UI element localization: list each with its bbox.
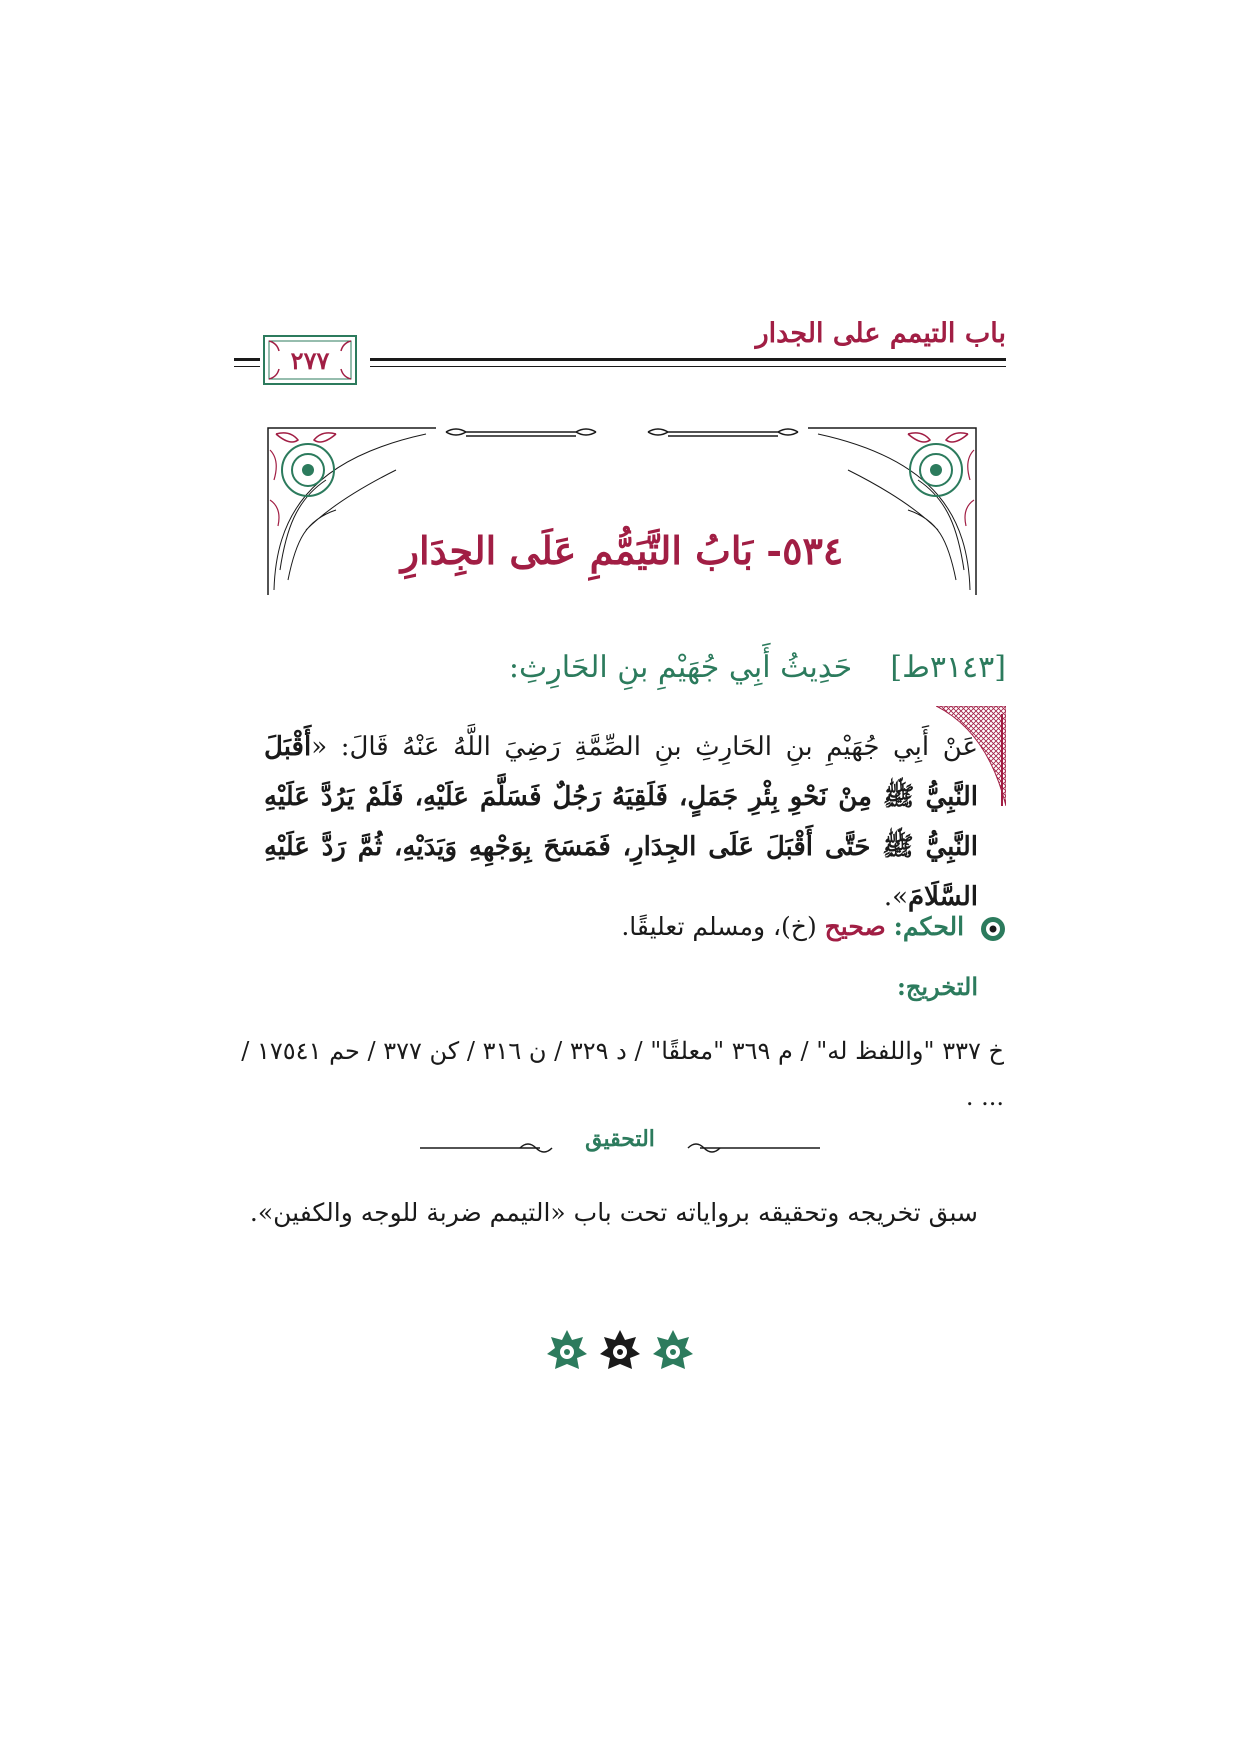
ruling-detail: (خ)، ومسلم تعليقًا.: [621, 912, 817, 941]
header-rule-left-thin: [234, 366, 260, 367]
takhrij-label: التخريج:: [897, 972, 978, 1001]
hadith-heading-text: حَدِيثُ أَبِي جُهَيْمِ بنِ الحَارِثِ:: [508, 650, 853, 685]
ruling-line: [234, 912, 1006, 942]
end-ornament: [545, 1328, 695, 1372]
tahqiq-text: سبق تخريجه وتحقيقه برواياته تحت باب «التيمم ضربة للوجه والكفين».: [249, 1198, 978, 1227]
header-rule: [370, 358, 1006, 361]
ruling-label: الحكم:: [893, 912, 965, 941]
rosette-icon: [980, 916, 1006, 942]
running-header-title: باب التيمم على الجدار: [755, 318, 1006, 349]
ruling-grade: صحيح: [824, 912, 886, 941]
header-rule-thin: [370, 366, 1006, 367]
tahqiq-label: التحقيق: [585, 1126, 655, 1152]
page-number-frame: [263, 335, 357, 385]
hadith-outro: ».: [883, 882, 909, 912]
page-number: ٢٧٧: [290, 345, 330, 375]
hadith-heading: [234, 650, 1006, 685]
rosette-icon-right: [653, 1330, 693, 1369]
hadith-matn: أَقْبَلَ النَّبِيُّ ﷺ مِنْ نَحْوِ بِئْرِ جَمَلٍ، فَلَقِيَهُ رَجُلٌ فَسَلَّمَ عَلَيْهِ، فَلَمْ يَرُدَّ عَلَيْهِ النَّبِيُّ ﷺ حَتَّى أَقْبَلَ عَلَى الجِدَارِ، فَمَسَحَ بِوَجْهِهِ وَيَدَيْهِ، ثُمَّ رَدَّ عَلَيْهِ السَّلَامَ: [264, 732, 978, 912]
header-rule-left: [234, 358, 260, 361]
hadith-intro: عَنْ أَبِي جُهَيْمِ بنِ الحَارِثِ بنِ الصِّمَّةِ رَضِيَ اللَّهُ عَنْهُ قَالَ: «: [311, 732, 978, 762]
hadith-text: [264, 722, 978, 922]
chapter-title: ٥٣٤- بَابُ التَّيَمُّمِ عَلَى الجِدَارِ: [400, 528, 844, 573]
rosette-icon-center: [600, 1330, 640, 1369]
takhrij-text: خ ٣٣٧ "واللفظ له" / م ٣٦٩ "معلقًا" / د ٣٢٩ / ن ٣١٦ / كن ٣٧٧ / حم ١٧٥٤١ / ... .: [241, 1037, 1004, 1111]
rosette-icon-left: [547, 1330, 587, 1369]
hadith-number: [٣١٤٣ط]: [890, 650, 1006, 685]
